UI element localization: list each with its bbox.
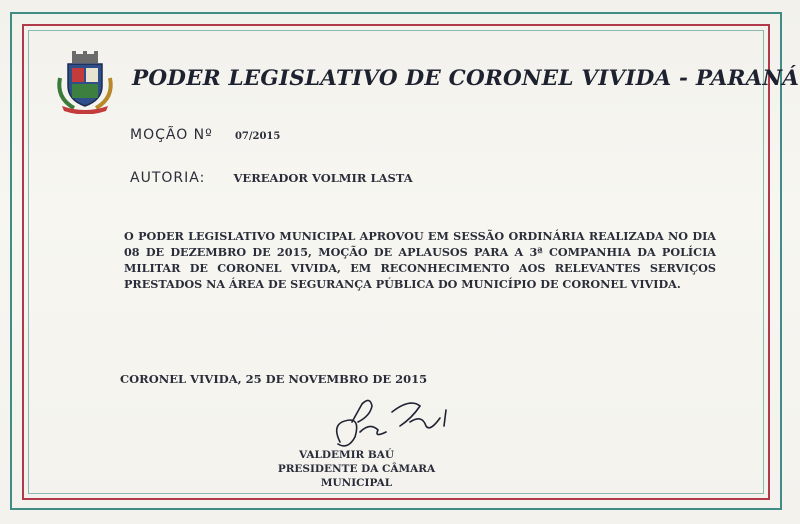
mocao-number: 07/2015 bbox=[234, 131, 281, 142]
signature-icon bbox=[300, 392, 470, 456]
signer-role: PRESIDENTE DA CÂMARA MUNICIPAL bbox=[277, 463, 436, 489]
signer-block bbox=[249, 448, 464, 490]
motion-body-text: O PODER LEGISLATIVO MUNICIPAL APROVOU EM SESSÃO ORDINÁRIA REALIZADA NO DIA 08 DE DEZEMBRO DE 2015, MOÇÃO DE APLAUSOS PARA A 3ª COMPANHIA DA POLÍCIA MILITAR DE CORONEL VIVIDA, EM RECONHECIMENTO AOS RELEVANTES SERVIÇOS PRESTADOS NA ÁREA DE SEGURANÇA PÚBLICA DO MUNICÍPIO DE CORONEL VIVIDA. bbox=[124, 229, 716, 291]
mocao-row bbox=[130, 124, 280, 143]
autoria-row bbox=[130, 167, 413, 186]
coat-of-arms-icon bbox=[52, 48, 118, 114]
signer-name: VALDEMIR BAÚ bbox=[299, 449, 395, 461]
document-title: PODER LEGISLATIVO DE CORONEL VIVIDA - PARANÁ bbox=[132, 66, 800, 91]
date-line: CORONEL VIVIDA, 25 DE NOVEMBRO DE 2015 bbox=[120, 372, 428, 386]
autoria-label: AUTORIA: bbox=[130, 170, 206, 186]
mocao-label: MOÇÃO Nº bbox=[130, 127, 213, 143]
autoria-value: VEREADOR VOLMIR LASTA bbox=[233, 171, 413, 185]
